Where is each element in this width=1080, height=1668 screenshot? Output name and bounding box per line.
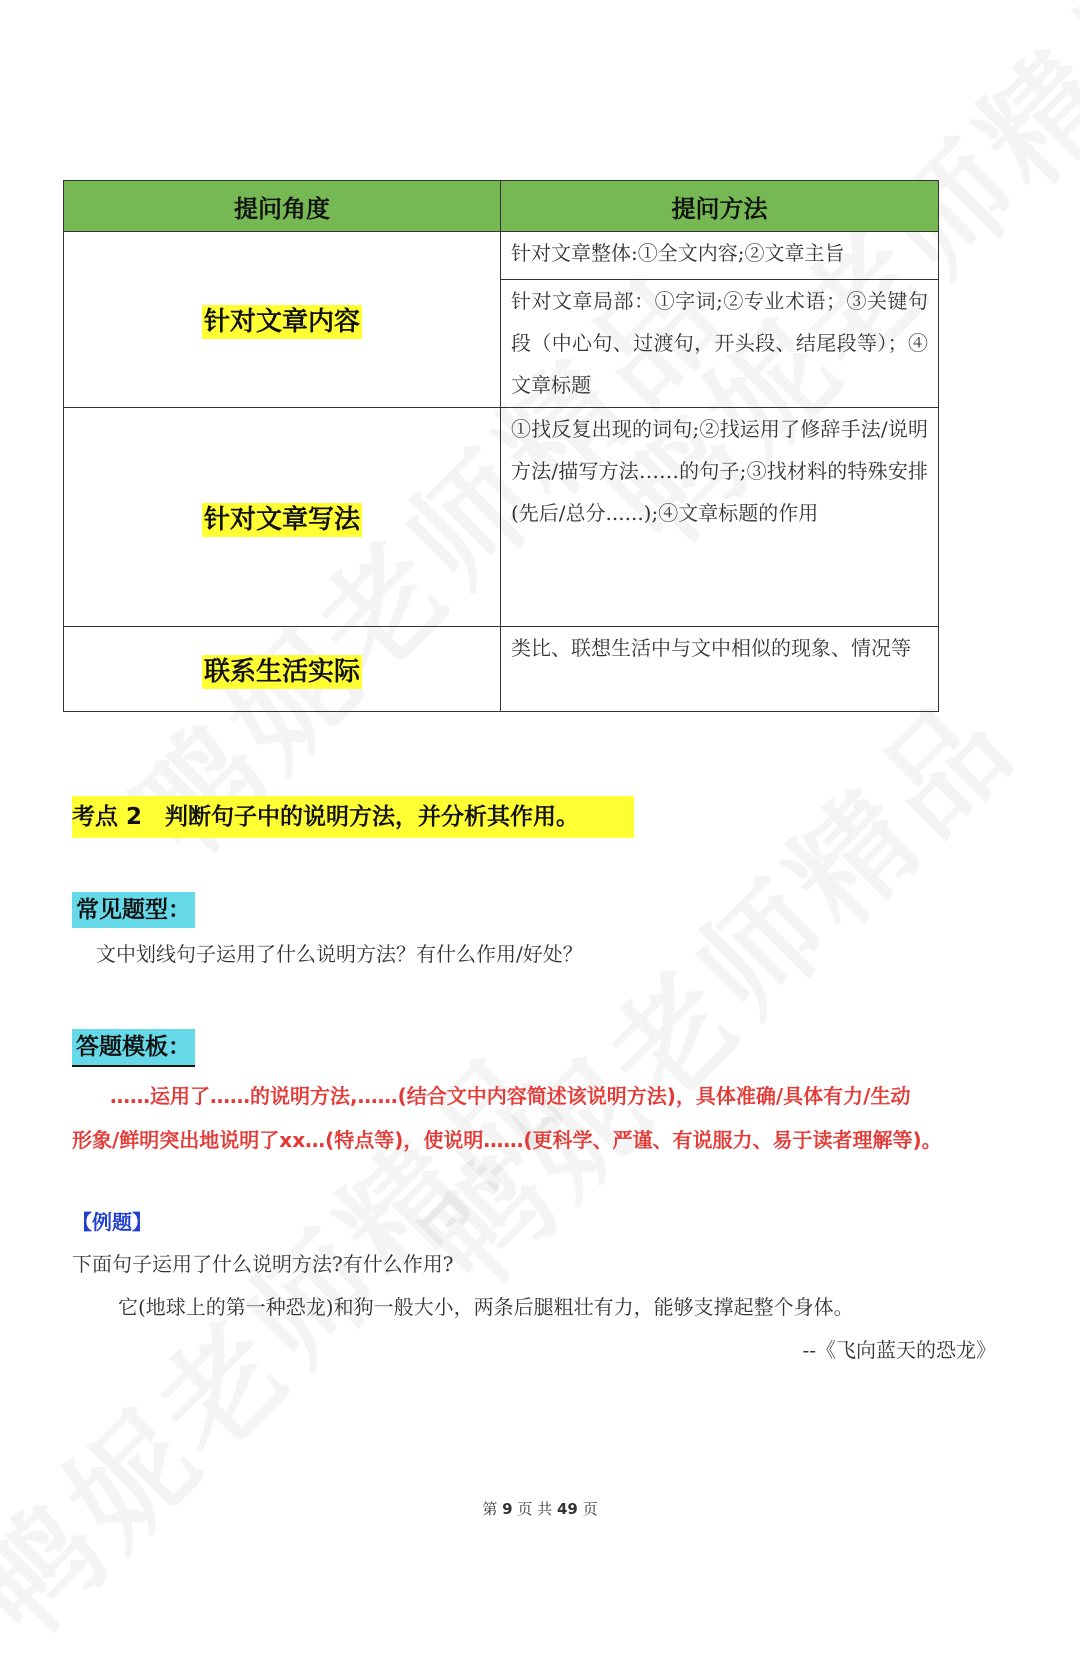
example-sentence: 它(地球上的第一种恐龙)和狗一般大小，两条后腿粗壮有力，能够支撑起整个身体。 [118,1295,854,1319]
example-source: --《飞向蓝天的恐龙》 [802,1338,996,1362]
common-types-label: 常见题型： [72,892,195,928]
question-angle-table [63,180,939,712]
exam-point-heading: 考点 2 判断句子中的说明方法，并分析其作用。 [72,796,634,838]
angle-label: 联系生活实际 [203,656,360,687]
answer-template-label: 答题模板： [72,1029,195,1067]
page-footer [0,1498,1080,1519]
table-row [64,627,939,712]
page-total: 49 [556,1500,578,1518]
angle-cell [64,232,501,408]
answer-template-line: ……运用了……的说明方法,……(结合文中内容简述该说明方法)，具体准确/具体有力/生动 [110,1084,911,1108]
footer-middle: 页 共 [517,1500,553,1518]
common-types-text: 文中划线句子运用了什么说明方法？有什么作用/好处？ [96,942,583,966]
table-header-row [64,181,939,232]
example-tag: 【例题】 [72,1210,152,1234]
footer-prefix: 第 [482,1500,498,1518]
angle-cell [64,627,501,712]
example-question: 下面句子运用了什么说明方法?有什么作用? [72,1252,454,1276]
method-cell: 类比、联想生活中与文中相似的现象、情况等 [501,627,939,712]
table-row [64,408,939,627]
method-cell: 针对文章整体:①全文内容;②文章主旨 [501,232,939,280]
page-number: 9 [502,1500,513,1518]
answer-template-line: 形象/鲜明突出地说明了xx…(特点等)，使说明……(更科学、严谨、有说服力、易于读者理解等)。 [72,1128,942,1152]
method-cell: 针对文章局部：①字词;②专业术语；③关键句段（中心句、过渡句，开头段、结尾段等）；④文章标题 [501,280,939,408]
angle-label: 针对文章内容 [203,307,360,337]
angle-cell [64,408,501,627]
angle-label: 针对文章写法 [203,504,360,535]
table-header: 提问方法 [501,181,939,232]
table-row [64,232,939,280]
table-header: 提问角度 [64,181,501,232]
watermark [382,654,1047,1319]
footer-suffix: 页 [582,1500,598,1518]
method-cell: ①找反复出现的词句;②找运用了修辞手法/说明方法/描写方法……的句子;③找材料的特殊安排(先后/总分......);④文章标题的作用 [501,408,939,627]
